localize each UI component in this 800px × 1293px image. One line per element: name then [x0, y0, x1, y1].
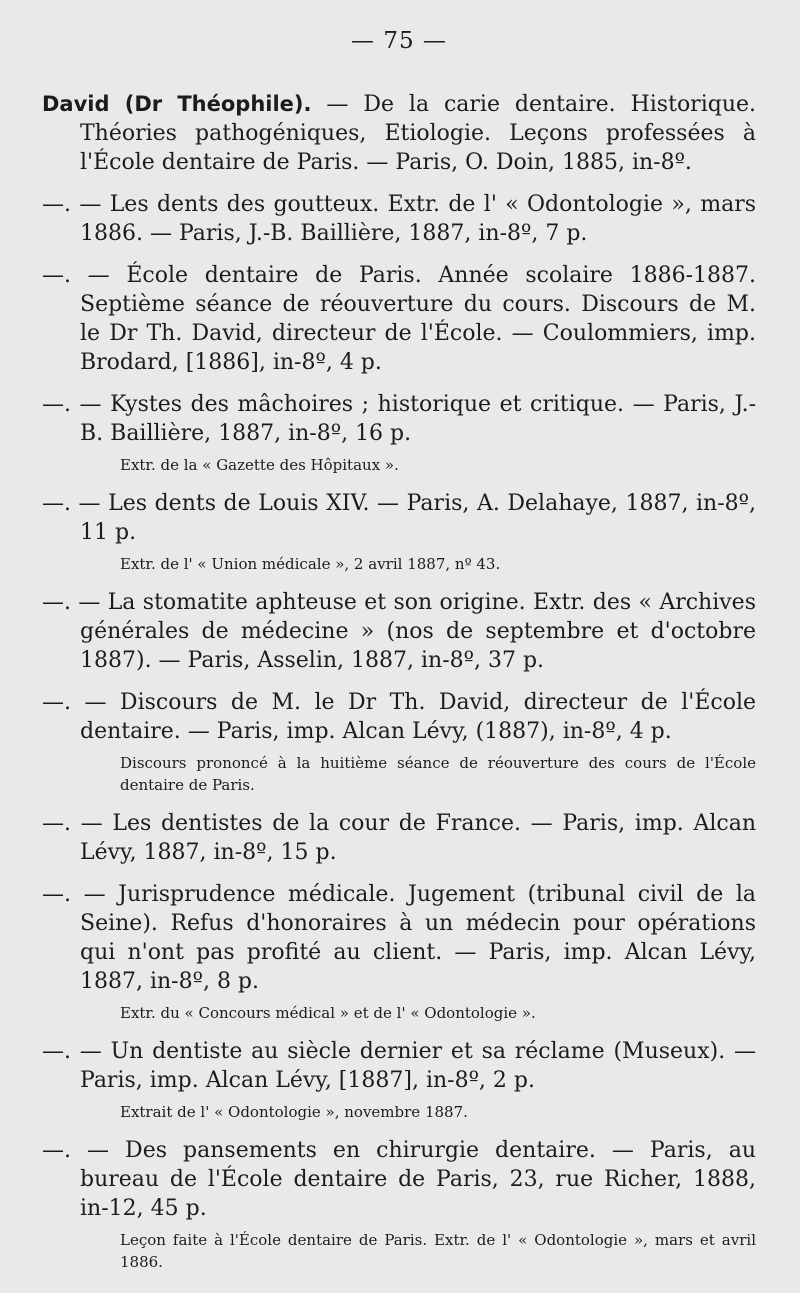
entry-text: —. — Un dentiste au siècle dernier et sa réclame (Museux). — Paris, imp. Alcan Lévy, [1887], in-8º, 2 p.: [42, 1039, 756, 1093]
entry-text: — De la carie dentaire. Historique. Théories pathogéniques, Etiologie. Leçons professées à l'École dentaire de Paris. — Paris, O. Doin, 1885, in-8º.: [80, 92, 756, 175]
bibliography-entry: [42, 880, 756, 1024]
bibliography-entry: [42, 1136, 756, 1273]
entry-text: —. — École dentaire de Paris. Année scolaire 1886-1887. Septième séance de réouverture du cours. Discours de M. le Dr Th. David, directeur de l'École. — Coulommiers, imp. Brodard, [1886], in-8º, 4 p.: [42, 263, 756, 375]
entry-text: —. — Les dents de Louis XIV. — Paris, A. Delahaye, 1887, in-8º, 11 p.: [42, 491, 756, 545]
entry-text: —. — Jurisprudence médicale. Jugement (tribunal civil de la Seine). Refus d'honoraires à un médecin pour opérations qui n'ont pas profité au client. — Paris, imp. Alcan Lévy, 1887, in-8º, 8 p.: [42, 882, 756, 994]
entry-text: —. — Les dents des goutteux. Extr. de l' « Odontologie », mars 1886. — Paris, J.-B. Baillière, 1887, in-8º, 7 p.: [42, 192, 756, 246]
entry-text: —. — Kystes des mâchoires ; historique et critique. — Paris, J.-B. Baillière, 1887, in-8º, 16 p.: [42, 392, 756, 446]
bibliography-entry: [42, 588, 756, 675]
entry-note: Leçon faite à l'École dentaire de Paris. Extr. de l' « Odontologie », mars et avril 1886.: [120, 1231, 756, 1271]
page-number: — 75 —: [351, 28, 447, 54]
entry-note: Extr. de l' « Union médicale », 2 avril 1887, nº 43.: [120, 555, 501, 573]
bibliography-entry: [42, 261, 756, 377]
entry-text: —. — Des pansements en chirurgie dentaire. — Paris, au bureau de l'École dentaire de Paris, 23, rue Richer, 1888, in-12, 45 p.: [42, 1138, 756, 1221]
bibliography-entry: [42, 90, 756, 177]
bibliography-entry: [42, 1037, 756, 1123]
entry-note: Extr. du « Concours médical » et de l' « Odontologie ».: [120, 1004, 536, 1022]
entry-text: —. — Les dentistes de la cour de France. — Paris, imp. Alcan Lévy, 1887, in-8º, 15 p.: [42, 811, 756, 865]
entry-note: Extrait de l' « Odontologie », novembre 1887.: [120, 1103, 468, 1121]
bibliography-entry: [42, 809, 756, 867]
bibliography-entry: [42, 390, 756, 476]
bibliography-entry: [42, 688, 756, 796]
entry-text-block: [42, 90, 756, 177]
entry-note: Discours prononcé à la huitième séance de réouverture des cours de l'École dentaire de Paris.: [120, 754, 756, 794]
entry-text: —. — Discours de M. le Dr Th. David, directeur de l'École dentaire. — Paris, imp. Alcan Lévy, (1887), in-8º, 4 p.: [42, 690, 756, 744]
entry-text: —. — La stomatite aphteuse et son origine. Extr. des « Archives générales de médecine » (nos de septembre et d'octobre 1887). — Paris, Asselin, 1887, in-8º, 37 p.: [42, 590, 756, 673]
entry-author: David (Dr Théophile).: [42, 92, 312, 116]
entry-note: Extr. de la « Gazette des Hôpitaux ».: [120, 456, 399, 474]
bibliography-entry: [42, 489, 756, 575]
bibliography-entry: [42, 190, 756, 248]
